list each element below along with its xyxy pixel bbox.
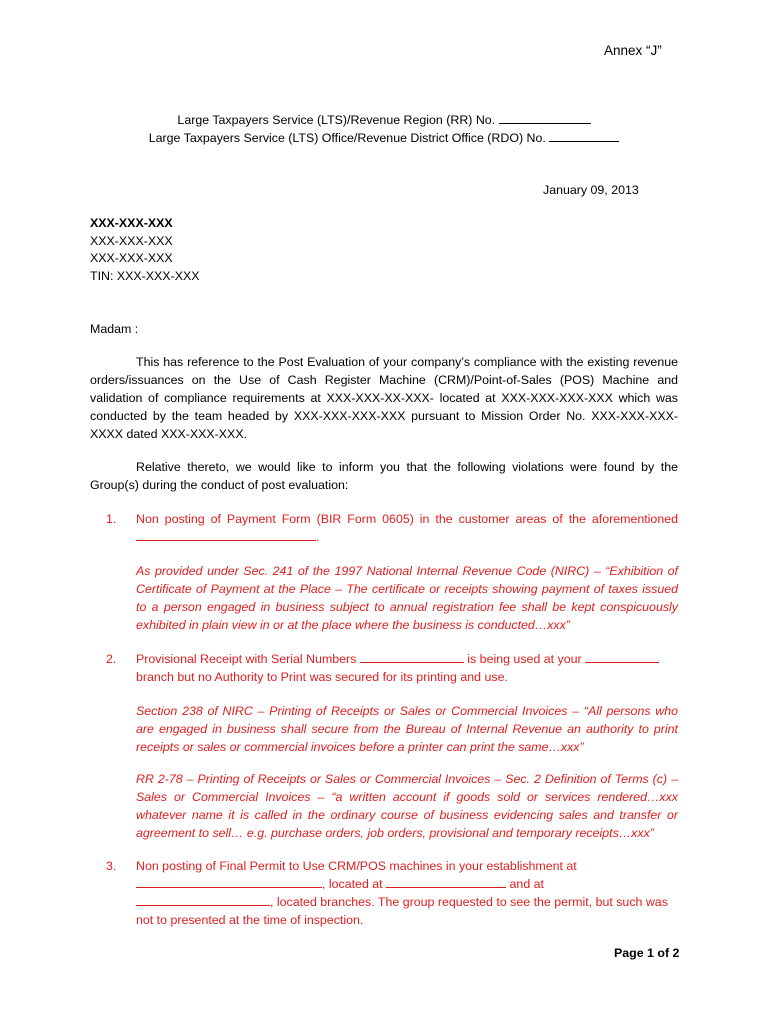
violations-intro bbox=[90, 458, 678, 494]
tin-value: XXX-XXX-XXX bbox=[116, 268, 200, 283]
blank-line bbox=[136, 893, 270, 906]
recipient-address bbox=[90, 215, 200, 285]
violation-2-text-b: is being used at your bbox=[467, 652, 582, 666]
blank-line bbox=[136, 875, 322, 888]
address-line-3: XXX-XXX-XXX bbox=[90, 251, 173, 266]
violation-3-text-d: , located branches. The group requested to see the permit, but such was not to presented at the time of inspection. bbox=[136, 895, 668, 927]
blank-line bbox=[136, 528, 316, 541]
address-line-2: XXX-XXX-XXX bbox=[90, 233, 173, 248]
blank-line bbox=[360, 650, 464, 663]
violation-text bbox=[136, 510, 678, 546]
violation-item-3 bbox=[90, 857, 678, 929]
violation-number: 3. bbox=[106, 859, 117, 873]
violation-3-text-b: , located at bbox=[322, 877, 383, 891]
page-number: Page 1 of 2 bbox=[614, 946, 680, 960]
tin-label: TIN: bbox=[90, 268, 114, 283]
recipient-name: XXX-XXX-XXX bbox=[90, 216, 173, 230]
violation-1-end: . bbox=[316, 530, 320, 544]
annex-label: Annex “J” bbox=[604, 43, 662, 58]
header-line-2-text: Large Taxpayers Service (LTS) Office/Revenue District Office (RDO) No. bbox=[148, 131, 546, 145]
violation-number: 2. bbox=[106, 652, 117, 666]
citation-1-quote: Exhibition of Certificate of Payment at the Place – The certificate or receipts showing payment of taxes issued to a person engaged in business subject to annual registration fee shall be kept conspicuously exhibited in plain view in or at the place where the business is conducted…xxx” bbox=[136, 564, 678, 632]
violation-number: 1. bbox=[106, 512, 117, 526]
blank-line bbox=[585, 650, 659, 663]
salutation: Madam : bbox=[90, 322, 139, 336]
citation-sec-238 bbox=[136, 702, 678, 756]
violations-intro-text: Relative thereto, we would like to inform you that the following violations were found by the Group(s) during the conduct of post evaluation: bbox=[90, 460, 678, 492]
citation-2-lead: Section 238 of NIRC – Printing of Receipts or Sales or Commercial Invoices – “ bbox=[136, 704, 588, 718]
citation-3-lead: RR 2-78 – Printing of Receipts or Sales or Commercial Invoices – Sec. 2 Definition of Terms (c) – Sales or Commercial Invoices – “ bbox=[136, 772, 678, 804]
citation-1-lead: As provided under Sec. 241 of the 1997 National Internal Revenue Code (NIRC) – “ bbox=[136, 564, 610, 578]
citation-sec-241 bbox=[136, 562, 678, 634]
letter-date: January 09, 2013 bbox=[543, 183, 639, 197]
header-line-1-text: Large Taxpayers Service (LTS)/Revenue Region (RR) No. bbox=[177, 113, 496, 127]
violation-item-1 bbox=[90, 510, 678, 546]
violation-3-text-c: and at bbox=[509, 877, 544, 891]
rdo-number-blank bbox=[549, 129, 619, 142]
citation-rr-2-78 bbox=[136, 770, 678, 842]
citation-2-quote: All persons who are engaged in business shall secure from the Bureau of Internal Revenue an authority to print receipts or sales or commercial invoices before a printer can print the same…xxx” bbox=[136, 704, 679, 754]
rr-number-blank bbox=[499, 111, 591, 124]
citation-3-quote: a written account if goods sold or services rendered…xxx whatever name it is called in the ordinary course of business evidencing sales and transfer or agreement to sell… e.g. purchase orders, job orders, provisional and temporary receipts…xxx” bbox=[136, 790, 678, 840]
violation-2-text-a: Provisional Receipt with Serial Numbers bbox=[136, 652, 357, 666]
intro-paragraph bbox=[90, 353, 678, 443]
violation-1-text: Non posting of Payment Form (BIR Form 0605) in the customer areas of the aforementioned bbox=[136, 512, 678, 526]
violation-3-text-a: Non posting of Final Permit to Use CRM/POS machines in your establishment at bbox=[136, 859, 577, 873]
blank-line bbox=[386, 875, 506, 888]
violation-item-2 bbox=[90, 650, 678, 686]
violation-text bbox=[136, 857, 678, 929]
header-line-2 bbox=[80, 129, 688, 147]
header-line-1 bbox=[80, 111, 688, 129]
violation-text bbox=[136, 650, 678, 686]
violation-2-text-c: branch but no Authority to Print was secured for its printing and use. bbox=[136, 670, 508, 684]
tin-line bbox=[90, 268, 200, 286]
intro-paragraph-text: This has reference to the Post Evaluation of your company’s compliance with the existing revenue orders/issuances on the Use of Cash Register Machine (CRM)/Point-of-Sales (POS) Machine and validation of compliance requirements at XXX-XXX-XX-XXX- located at XXX-XXX-XXX-XXX which was conducted by the team headed by XXX-XXX-XXX-XXX pursuant to Mission Order No. XXX-XXX-XXX-XXXX dated XXX-XXX-XXX. bbox=[90, 355, 678, 441]
